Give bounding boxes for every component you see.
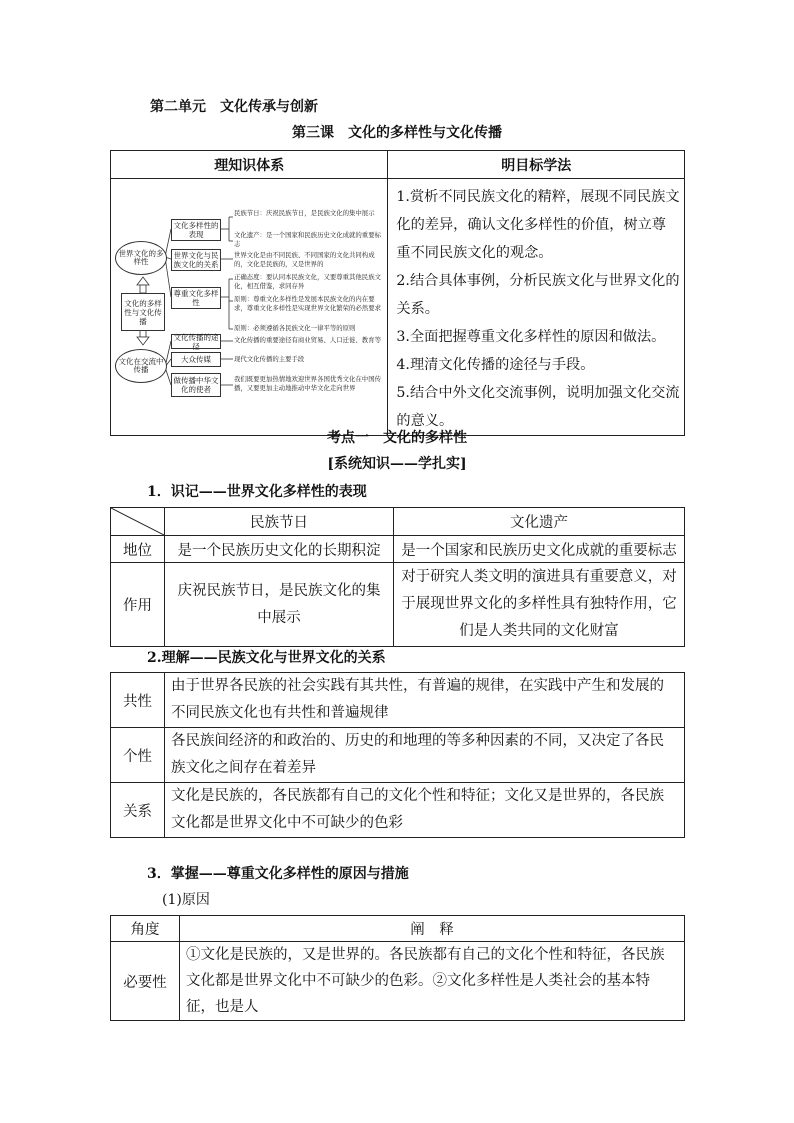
section2-title: 2.理解——民族文化与世界文化的关系 xyxy=(147,650,386,666)
cell-necessity: ①文化是民族的，又是世界的。各民族都有自己的文化个性和特征，各民族文化都是世界文化中不可缺少的色彩。②文化多样性是人类社会的基本特征，也是人 xyxy=(180,942,685,1021)
row-label-necessity: 必要性 xyxy=(111,942,180,1021)
goals-cell xyxy=(388,179,685,436)
section3-title: 3．掌握——尊重文化多样性的原因与措施 xyxy=(147,866,409,882)
reason-table xyxy=(110,915,685,1021)
box-path: 文化传播的途径 xyxy=(171,334,221,349)
goal-item: 3.全面把握尊重文化多样性的原因和做法。 xyxy=(396,329,666,345)
note-envoy: 我们既要更加热情地欢迎世界各国优秀文化在中国传播，又要更加主动地推动中华文化走向世界 xyxy=(234,375,381,392)
cell-heritage-role: 对于研究人类文明的演进具有重要意义，对于展现世界文化的多样性具有独特作用，它们是人类共同的文化财富 xyxy=(394,563,685,647)
cell-festival-status: 是一个民族历史文化的长期积淀 xyxy=(165,536,394,563)
goal-item: 5.结合中外文化交流事例，说明加强文化交流的意义。 xyxy=(396,385,680,429)
box-relation: 世界文化与民族文化的关系 xyxy=(171,249,221,271)
row-label-relation: 关系 xyxy=(111,783,165,838)
framework-table xyxy=(110,150,685,436)
goal-item: 1.赏析不同民族文化的精粹，展现不同民族文化的差异，确认文化多样性的价值，树立尊重不同民族文化的观念。 xyxy=(396,189,680,261)
box-envoy: 做传播中华文化的使者 xyxy=(171,373,221,397)
row-label-status: 地位 xyxy=(111,536,165,563)
cell-heritage-status: 是一个国家和民族历史文化成就的重要标志 xyxy=(394,536,685,563)
lesson-title: 第三课 文化的多样性与文化传播 xyxy=(292,125,502,141)
box-respect: 尊重文化多样性 xyxy=(171,287,221,309)
note-attitude: 正确态度：要认同本民族文化，又要尊重其他民族文化，相互借鉴，求同存异 xyxy=(234,273,381,290)
bracket-title: [系统知识——学扎实] xyxy=(327,456,467,472)
cell-relation: 文化是民族的，各民族都有自己的文化个性和特征；文化又是世界的，各民族文化都是世界文化中不可缺少的色彩 xyxy=(165,783,685,838)
festival-heritage-table xyxy=(110,507,685,647)
framework-header-right: 明目标学法 xyxy=(388,151,685,179)
row-label-individuality: 个性 xyxy=(111,728,165,783)
unit-title: 第二单元 文化传承与创新 xyxy=(150,99,318,115)
row-label-commonality: 共性 xyxy=(111,673,165,728)
cell-festival-role: 庆祝民族节日，是民族文化的集中展示 xyxy=(165,563,394,647)
cell-commonality: 由于世界各民族的社会实践有其共性，有普遍的规律，在实践中产生和发展的不同民族文化也有共性和普遍规律 xyxy=(165,673,685,728)
col-festival: 民族节日 xyxy=(165,508,394,536)
point-title: 考点一 文化的多样性 xyxy=(327,430,467,446)
row-label-role: 作用 xyxy=(111,563,165,647)
col-explanation: 阐 释 xyxy=(180,916,685,942)
center-box: 文化的多样性与文化传播 xyxy=(121,293,165,331)
diagonal-line xyxy=(111,508,164,535)
box-expression: 文化多样性的表现 xyxy=(171,219,221,241)
note-relation: 世界文化是由不同民族、不同国家的文化共同构成的，文化是民族的，又是世界的 xyxy=(234,251,375,268)
cell-individuality: 各民族间经济的和政治的、历史的和地理的等多种因素的不同，又决定了各民族文化之间存在着差异 xyxy=(165,728,685,783)
goal-item: 2.结合具体事例，分析民族文化与世界文化的关系。 xyxy=(396,273,680,317)
section1-title: 1．识记——世界文化多样性的表现 xyxy=(147,484,367,500)
note-path: 文化传播的重要途径有商业贸易、人口迁徙、教育等 xyxy=(234,336,381,344)
diagonal-cell xyxy=(111,508,165,536)
goal-item: 4.理清文化传播的途径与手段。 xyxy=(396,357,595,373)
section3-subtitle: (1)原因 xyxy=(162,892,210,908)
note-heritage: 文化遗产：是一个国家和民族历史文化成就的重要标志 xyxy=(234,231,381,248)
note-media: 现代文化传播的主要手段 xyxy=(234,355,305,363)
oval-world-culture: 世界文化的多样性 xyxy=(115,241,167,275)
oval-spread: 文化在交流中传播 xyxy=(115,349,167,383)
note-rule: 原则：必须遵循各民族文化一律平等的原则 xyxy=(234,324,356,332)
note-festival: 民族节日：庆祝民族节日，是民族文化的集中展示 xyxy=(234,209,375,217)
note-principle: 原则：尊重文化多样性是发展本民族文化的内在要求，尊重文化多样性是实现世界文化繁荣的必然要求 xyxy=(234,295,381,312)
box-media: 大众传媒 xyxy=(171,352,221,367)
relation-table xyxy=(110,672,685,838)
col-angle: 角度 xyxy=(111,916,180,942)
knowledge-diagram xyxy=(111,179,388,436)
col-heritage: 文化遗产 xyxy=(394,508,685,536)
framework-header-left: 理知识体系 xyxy=(111,151,388,179)
